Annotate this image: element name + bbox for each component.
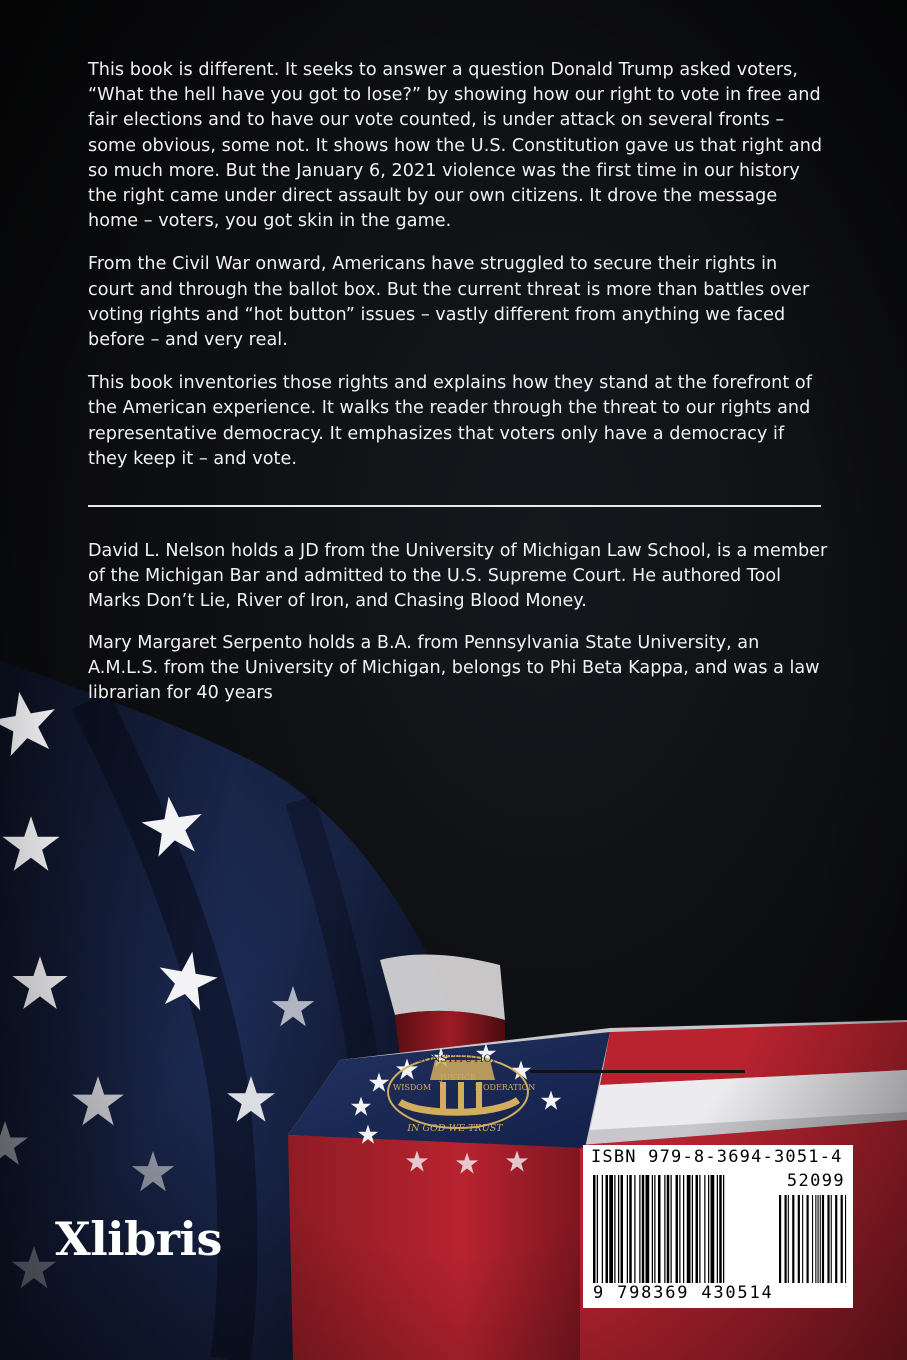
barcode-bar — [704, 1175, 705, 1283]
barcode-bar — [679, 1175, 680, 1283]
price-code: 52099 — [786, 1171, 845, 1191]
addon-bar — [792, 1195, 794, 1283]
barcode-bar — [692, 1175, 693, 1283]
addon-bar — [822, 1195, 824, 1283]
barcode-bar — [671, 1175, 672, 1283]
barcode-bar — [602, 1175, 603, 1283]
barcode-bar — [629, 1175, 632, 1283]
barcode-bar — [687, 1175, 691, 1283]
barcode-bar — [652, 1175, 653, 1283]
addon-bar — [827, 1195, 829, 1283]
addon-bar — [785, 1195, 787, 1283]
barcode-bar — [646, 1175, 650, 1283]
author-bio-serpento: Mary Margaret Serpento holds a B.A. from Pennsylvania State University, an A.M.L.S. from the University of Michigan, belongs to Phi Beta Kappa, and was a law librarian for 40 years — [88, 632, 820, 704]
barcode-bar — [606, 1175, 609, 1283]
barcode-bar — [609, 1175, 613, 1283]
barcode-bar — [658, 1175, 661, 1283]
addon-bar — [841, 1195, 843, 1283]
section-divider — [88, 505, 821, 507]
barcode-bar — [719, 1175, 722, 1283]
barcode-bar — [708, 1175, 709, 1283]
barcode-bar — [664, 1175, 665, 1283]
publisher-logo: Xlibris — [55, 1212, 222, 1266]
barcode-bar — [627, 1175, 628, 1283]
barcode-bar — [711, 1175, 715, 1283]
isbn-barcode — [583, 1145, 853, 1308]
description-paragraph-1: This book is different. It seeks to answer a question Donald Trump asked voters, “What the hell have you got to lose?” by showing how our right to vote in free and fair elections and to have our vote counted, is under attack on several fronts – some obvious, some not. It shows how the U.S. Constitution gave us that right and so much more. But the January 6, 2021 violence was the first time in our history the right came under direct assault by our own citizens. It drove the message home – voters, you got skin in the game. — [88, 60, 823, 232]
author-bios — [88, 539, 828, 722]
addon-bar — [835, 1195, 837, 1283]
barcode-bar — [699, 1175, 700, 1283]
addon-bar — [802, 1195, 803, 1283]
addon-bar — [820, 1195, 821, 1283]
barcode-bar — [621, 1175, 624, 1283]
addon-bar — [818, 1195, 819, 1283]
barcode-bar — [593, 1175, 596, 1283]
author-bio-nelson: David L. Nelson holds a JD from the University of Michigan Law School, is a member of the Michigan Bar and admitted to the U.S. Supreme Court. He authored Tool Marks Don’t Lie, River of Iron, and Chasing Blood Money. — [88, 541, 828, 612]
addon-bar — [845, 1195, 846, 1283]
barcode-bar — [654, 1175, 655, 1283]
addon-bar — [812, 1195, 813, 1283]
description-paragraph-3: This book inventories those rights and explains how they stand at the forefront of the American experience. It walks the reader through the threat to our rights and representative democracy. It emphasizes that voters only have a democracy if they keep it – and vote. — [88, 373, 812, 469]
barcode-bar — [597, 1175, 598, 1283]
barcode-bar — [639, 1175, 640, 1283]
barcode-bar — [683, 1175, 684, 1283]
barcode-bar — [676, 1175, 679, 1283]
barcode-bar — [723, 1175, 724, 1283]
barcode-bar — [667, 1175, 670, 1283]
addon-bar — [779, 1195, 781, 1283]
barcode-bar — [618, 1175, 619, 1283]
barcode-bar — [696, 1175, 699, 1283]
barcode-bar — [634, 1175, 635, 1283]
description-paragraph-2: From the Civil War onward, Americans have struggled to secure their rights in court and through the ballot box. But the current threat is more than battles over voting rights and “hot button” issues – vastly different from anything we faced before – and very real. — [88, 254, 810, 351]
barcode-bar — [642, 1175, 645, 1283]
barcode-bar — [614, 1175, 615, 1283]
book-description — [88, 58, 823, 490]
addon-bar — [798, 1195, 800, 1283]
addon-bar — [831, 1195, 832, 1283]
addon-bar — [807, 1195, 809, 1283]
ean-digits: 9 798369 430514 — [593, 1283, 774, 1303]
addon-bar — [815, 1195, 816, 1283]
addon-bar — [788, 1195, 789, 1283]
barcode-bar — [717, 1175, 718, 1283]
isbn-text: ISBN 979-8-3694-3051-4 — [591, 1147, 843, 1167]
